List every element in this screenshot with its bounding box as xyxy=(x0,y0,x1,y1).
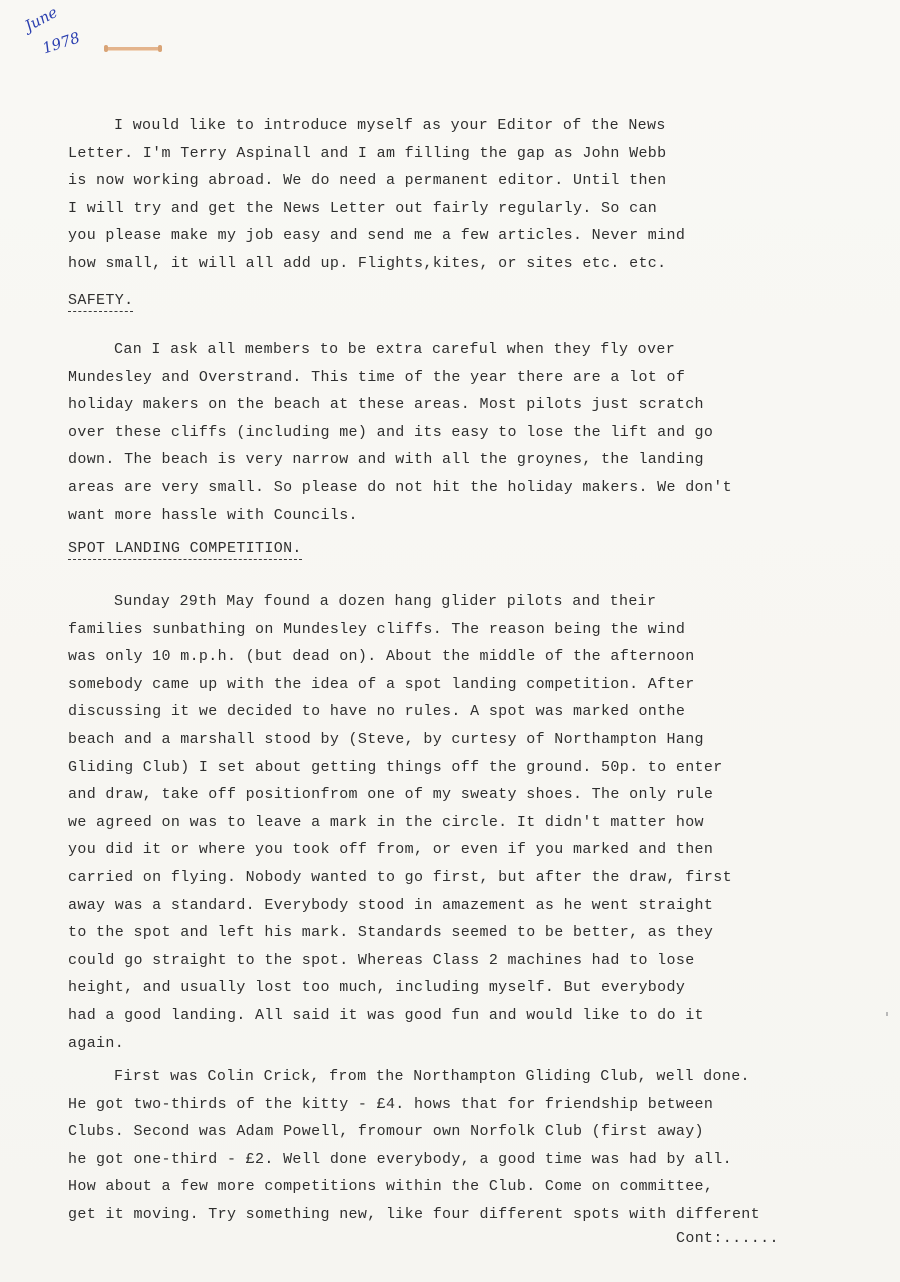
handwritten-date-annotation xyxy=(22,4,92,74)
continued-marker: Cont:...... xyxy=(676,1230,779,1247)
text-line: Sunday 29th May found a dozen hang glider pilots and their xyxy=(114,593,657,610)
text-line: How about a few more competitions within the Club. Come on committee, xyxy=(68,1178,714,1196)
text-line: you please make my job easy and send me a few articles. Never mind xyxy=(68,227,686,245)
text-line: had a good landing. All said it was good fun and would like to do it xyxy=(68,1006,704,1024)
text-line: holiday makers on the beach at these areas. Most pilots just scratch xyxy=(68,396,704,414)
text-line: and draw, take off positionfrom one of my sweaty shoes. The only rule xyxy=(68,786,714,804)
text-line: He got two-thirds of the kitty - £4. hows that for friendship between xyxy=(68,1095,714,1113)
text-line: carried on flying. Nobody wanted to go first, but after the draw, first xyxy=(68,868,732,886)
text-line: First was Colin Crick, from the Northampton Gliding Club, well done. xyxy=(114,1068,750,1085)
text-line: Can I ask all members to be extra careful when they fly over xyxy=(114,341,676,358)
heading-underline xyxy=(68,559,302,560)
staple-mark xyxy=(104,47,162,50)
competition-heading-text: SPOT LANDING COMPETITION. xyxy=(68,540,302,557)
text-line: get it moving. Try something new, like four different spots with different xyxy=(68,1205,761,1223)
handwritten-year: 1978 xyxy=(40,28,83,58)
text-line: height, and usually lost too much, including myself. But everybody xyxy=(68,979,686,997)
competition-paragraph xyxy=(68,588,788,1057)
paper-speck xyxy=(886,1012,888,1016)
safety-paragraph xyxy=(68,336,788,529)
heading-underline xyxy=(68,311,133,312)
text-line: he got one-third - £2. Well done everybody, a good time was had by all. xyxy=(68,1150,732,1168)
text-line: was only 10 m.p.h. (but dead on). About the middle of the afternoon xyxy=(68,648,695,666)
text-line: Letter. I'm Terry Aspinall and I am filling the gap as John Webb xyxy=(68,144,667,162)
text-line: I would like to introduce myself as your Editor of the News xyxy=(114,117,666,134)
text-line: I will try and get the News Letter out fairly regularly. So can xyxy=(68,199,658,217)
text-line: somebody came up with the idea of a spot landing competition. After xyxy=(68,675,695,693)
text-line: over these cliffs (including me) and its easy to lose the lift and go xyxy=(68,423,714,441)
text-line: we agreed on was to leave a mark in the circle. It didn't matter how xyxy=(68,813,704,831)
text-line: Mundesley and Overstrand. This time of the year there are a lot of xyxy=(68,368,686,386)
text-line: want more hassle with Councils. xyxy=(68,506,358,524)
text-line: could go straight to the spot. Whereas Class 2 machines had to lose xyxy=(68,951,695,969)
text-line: to the spot and left his mark. Standards seemed to be better, as they xyxy=(68,924,714,942)
results-paragraph xyxy=(68,1063,788,1229)
text-line: down. The beach is very narrow and with all the groynes, the landing xyxy=(68,451,704,469)
text-line: is now working abroad. We do need a permanent editor. Until then xyxy=(68,172,667,190)
text-line: away was a standard. Everybody stood in amazement as he went straight xyxy=(68,896,714,914)
safety-heading xyxy=(68,292,133,312)
text-line: again. xyxy=(68,1034,125,1052)
text-line: you did it or where you took off from, or even if you marked and then xyxy=(68,841,714,859)
text-line: how small, it will all add up. Flights,kites, or sites etc. etc. xyxy=(68,254,667,272)
handwritten-month: June xyxy=(21,3,61,35)
text-line: Clubs. Second was Adam Powell, fromour own Norfolk Club (first away) xyxy=(68,1123,704,1141)
text-line: beach and a marshall stood by (Steve, by curtesy of Northampton Hang xyxy=(68,730,704,748)
text-line: areas are very small. So please do not hit the holiday makers. We don't xyxy=(68,478,732,496)
text-line: discussing it we decided to have no rules. A spot was marked onthe xyxy=(68,703,686,721)
competition-heading xyxy=(68,540,302,560)
text-line: families sunbathing on Mundesley cliffs. The reason being the wind xyxy=(68,620,686,638)
text-line: Gliding Club) I set about getting things off the ground. 50p. to enter xyxy=(68,758,723,776)
intro-paragraph xyxy=(68,112,788,278)
safety-heading-text: SAFETY. xyxy=(68,292,134,309)
